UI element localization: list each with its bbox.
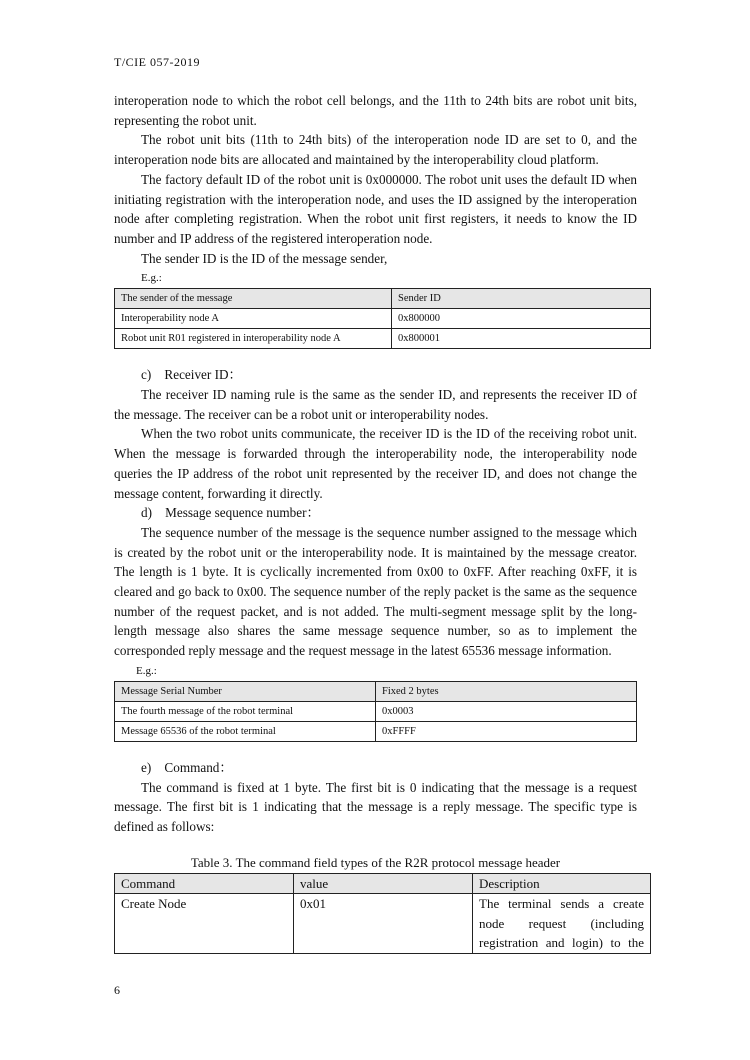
example-label: E.g.:	[136, 664, 157, 677]
table-cell: Create Node	[115, 894, 294, 954]
section-heading-command: e) Command：	[141, 759, 233, 775]
page-number: 6	[114, 983, 120, 997]
paragraph: The sender ID is the ID of the message sender,	[141, 250, 388, 266]
table-row	[115, 721, 637, 741]
section-heading-receiver-id: c) Receiver ID：	[141, 367, 242, 383]
command-types-table	[114, 873, 651, 954]
table-cell: Message Serial Number	[115, 681, 376, 701]
table-cell: Interoperability node A	[115, 309, 392, 329]
paragraph: The receiver ID naming rule is the same as the sender ID, and represents the receiver ID of the message. The receiver can be a robot unit or interoperability nodes.	[114, 387, 637, 422]
table-header-cell: Command	[115, 873, 294, 894]
table-header-row	[115, 289, 651, 309]
table-row	[115, 894, 651, 954]
table-cell: Robot unit R01 registered in interoperability node A	[115, 329, 392, 349]
table-row	[115, 701, 637, 721]
table-cell: 0x0003	[376, 701, 637, 721]
description-line: registration and login) to the	[479, 935, 644, 951]
table-header-cell: value	[294, 873, 473, 894]
table-cell-description	[473, 894, 651, 954]
table-caption: Table 3. The command field types of the R2R protocol message header	[190, 854, 561, 870]
table-header-row	[115, 681, 637, 701]
paragraph: The command is fixed at 1 byte. The first bit is 0 indicating that the message is a request message. The first bit is 1 indicating that the message is a reply message. The specific type is defined as follows:	[114, 779, 637, 834]
table-header-cell: Description	[473, 873, 651, 894]
paragraph: interoperation node to which the robot cell belongs, and the 11th to 24th bits are robot unit bits, representing the robot unit.	[114, 93, 637, 128]
sender-id-table	[114, 288, 651, 349]
table-cell: Sender ID	[392, 289, 651, 309]
table-cell: 0x01	[294, 894, 473, 954]
sequence-number-table	[114, 681, 637, 742]
table-cell: 0x800000	[392, 309, 651, 329]
document-body	[114, 91, 644, 954]
example-label: E.g.:	[141, 272, 162, 285]
table-cell: Message 65536 of the robot terminal	[115, 721, 376, 741]
paragraph: The sequence number of the message is the sequence number assigned to the message which is created by the robot unit or the interoperability node. It is maintained by the message creator. The length is 1 byte. It is cyclically incremented from 0x00 to 0xFF. After reaching 0xFF, it is cleared and go back to 0x00. The sequence number of the reply packet is the same as the sequence number of the request packet, and is not added. The multi-segment message split by the long-length message also shares the same message sequence number, so as to implement the corresponded reply message and the request message in the latest 65536 message information.	[114, 524, 637, 659]
standard-id: T/CIE 057-2019	[114, 55, 200, 69]
table-cell: 0xFFFF	[376, 721, 637, 741]
table-row	[115, 309, 651, 329]
table-header-row	[115, 873, 651, 894]
table-cell: Fixed 2 bytes	[376, 681, 637, 701]
table-cell: 0x800001	[392, 329, 651, 349]
description-line: node request (including	[479, 915, 644, 931]
table-cell: The fourth message of the robot terminal	[115, 701, 376, 721]
description-line: The terminal sends a create	[479, 896, 644, 912]
paragraph: When the two robot units communicate, the receiver ID is the ID of the receiving robot unit. When the message is forwarded through the interoperability node, the interoperability node queries the IP address of the robot unit represented by the receiver ID, and does not change the message content, forwarding it directly.	[114, 426, 637, 501]
paragraph: The robot unit bits (11th to 24th bits) of the interoperation node ID are set to 0, and the interoperation node bits are allocated and maintained by the interoperability cloud platform.	[114, 132, 637, 168]
section-heading-sequence-number: d) Message sequence number：	[141, 505, 320, 521]
paragraph: The factory default ID of the robot unit is 0x000000. The robot unit uses the default ID when initiating registration with the interoperation node, and uses the ID assigned by the interoperation node after completing registration. When the robot unit first registers, it needs to know the ID number and IP address of the registered interoperation node.	[114, 171, 637, 246]
table-cell: The sender of the message	[115, 289, 392, 309]
table-row	[115, 329, 651, 349]
